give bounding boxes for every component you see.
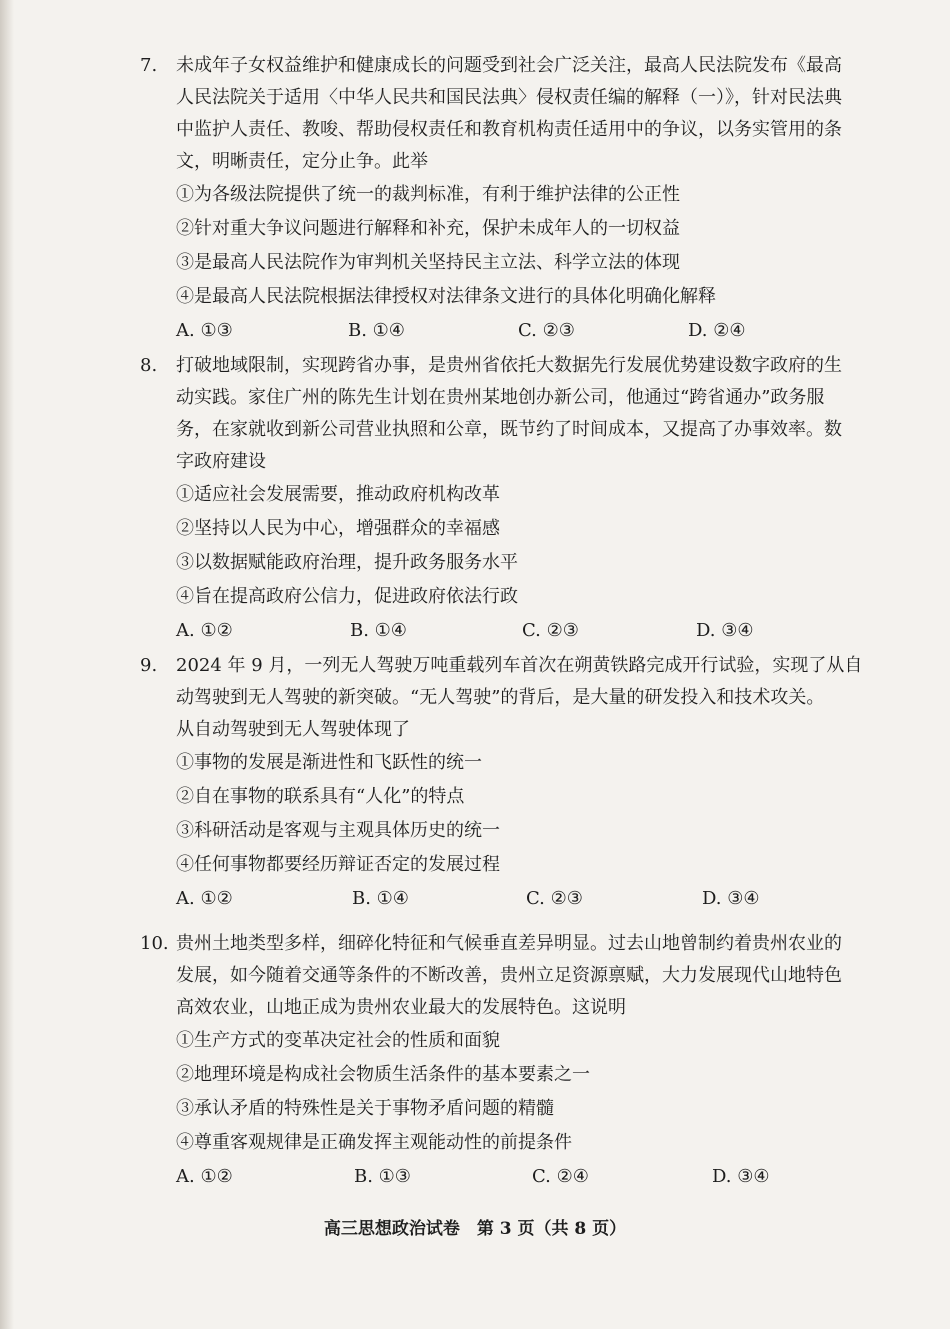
question-9 xyxy=(140,650,880,916)
stem-line: 动驾驶到无人驾驶的新突破。“无人驾驶”的背后，是大量的研发投入和技术攻关。 xyxy=(176,687,825,708)
choice-d: D. ③④ xyxy=(696,620,754,641)
choice-a: A. ①② xyxy=(176,620,233,641)
question-10 xyxy=(140,928,880,1194)
stem-line: 务，在家就收到新公司营业执照和公章，既节约了时间成本，又提高了办事效率。数 xyxy=(176,419,842,440)
choice-b: B. ①④ xyxy=(350,620,407,641)
choice-b: B. ①③ xyxy=(354,1166,411,1187)
statement-option: ④是最高人民法院根据法律授权对法律条文进行的具体化明确化解释 xyxy=(176,286,716,307)
choice-a: A. ①② xyxy=(176,888,233,909)
answer-choices xyxy=(140,882,880,916)
stem-line: 2024 年 9 月，一列无人驾驶万吨重载列车首次在朔黄铁路完成开行试验，实现了从自 xyxy=(176,655,863,676)
choice-d: D. ②④ xyxy=(688,320,746,341)
choice-a: A. ①③ xyxy=(176,320,233,341)
statement-option: ④旨在提高政府公信力，促进政府依法行政 xyxy=(176,586,518,607)
choice-d: D. ③④ xyxy=(712,1166,770,1187)
choice-b: B. ①④ xyxy=(348,320,405,341)
stem-line: 人民法院关于适用〈中华人民共和国民法典〉侵权责任编的解释（一）》，针对民法典 xyxy=(176,87,842,108)
statement-option: ②坚持以人民为中心，增强群众的幸福感 xyxy=(176,518,500,539)
stem-line: 打破地域限制，实现跨省办事，是贵州省依托大数据先行发展优势建设数字政府的生 xyxy=(176,355,842,376)
question-stem xyxy=(140,928,880,1024)
statement-option: ①事物的发展是渐进性和飞跃性的统一 xyxy=(176,752,482,773)
question-number: 7. xyxy=(140,55,158,76)
choice-c: C. ②③ xyxy=(522,620,579,641)
choice-a: A. ①② xyxy=(176,1166,233,1187)
statement-option: ④尊重客观规律是正确发挥主观能动性的前提条件 xyxy=(176,1132,572,1153)
question-8 xyxy=(140,350,880,648)
answer-choices xyxy=(140,614,880,648)
statement-option: ②自在事物的联系具有“人化”的特点 xyxy=(176,786,465,807)
statement-option: ③承认矛盾的特殊性是关于事物矛盾问题的精髓 xyxy=(176,1098,554,1119)
question-number: 8. xyxy=(140,355,158,376)
choice-b: B. ①④ xyxy=(352,888,409,909)
statement-option: ②针对重大争议问题进行解释和补充，保护未成年人的一切权益 xyxy=(176,218,680,239)
answer-choices xyxy=(140,1160,880,1194)
statement-option: ③科研活动是客观与主观具体历史的统一 xyxy=(176,820,500,841)
statement-option: ③是最高人民法院作为审判机关坚持民主立法、科学立法的体现 xyxy=(176,252,680,273)
statement-option: ③以数据赋能政府治理，提升政务服务水平 xyxy=(176,552,518,573)
stem-line: 从自动驾驶到无人驾驶体现了 xyxy=(176,719,410,740)
page-footer: 高三思想政治试卷 第 3 页（共 8 页） xyxy=(323,1219,627,1239)
statement-option: ①生产方式的变革决定社会的性质和面貌 xyxy=(176,1030,500,1051)
choice-c: C. ②③ xyxy=(526,888,583,909)
stem-line: 发展，如今随着交通等条件的不断改善，贵州立足资源禀赋，大力发展现代山地特色 xyxy=(176,965,842,986)
question-7 xyxy=(140,50,880,348)
question-stem xyxy=(140,50,880,178)
stem-line: 字政府建设 xyxy=(176,451,266,472)
choice-c: C. ②③ xyxy=(518,320,575,341)
statement-option: ②地理环境是构成社会物质生活条件的基本要素之一 xyxy=(176,1064,590,1085)
stem-line: 中监护人责任、教唆、帮助侵权责任和教育机构责任适用中的争议，以务实管用的条 xyxy=(176,119,842,140)
stem-line: 贵州土地类型多样，细碎化特征和气候垂直差异明显。过去山地曾制约着贵州农业的 xyxy=(176,933,842,954)
statement-option: ①适应社会发展需要，推动政府机构改革 xyxy=(176,484,500,505)
choice-d: D. ③④ xyxy=(702,888,760,909)
question-number: 10. xyxy=(140,933,169,954)
question-stem xyxy=(140,650,880,746)
question-number: 9. xyxy=(140,655,158,676)
stem-line: 未成年子女权益维护和健康成长的问题受到社会广泛关注，最高人民法院发布《最高 xyxy=(176,55,842,76)
question-stem xyxy=(140,350,880,478)
choice-c: C. ②④ xyxy=(532,1166,589,1187)
stem-line: 动实践。家住广州的陈先生计划在贵州某地创办新公司，他通过“跨省通办”政务服 xyxy=(176,387,825,408)
stem-line: 高效农业，山地正成为贵州农业最大的发展特色。这说明 xyxy=(176,997,626,1018)
page-edge-shadow xyxy=(0,0,14,1329)
statement-option: ①为各级法院提供了统一的裁判标准，有利于维护法律的公正性 xyxy=(176,184,680,205)
statement-option: ④任何事物都要经历辩证否定的发展过程 xyxy=(176,854,500,875)
stem-line: 文，明晰责任，定分止争。此举 xyxy=(176,151,428,172)
answer-choices xyxy=(140,314,880,348)
